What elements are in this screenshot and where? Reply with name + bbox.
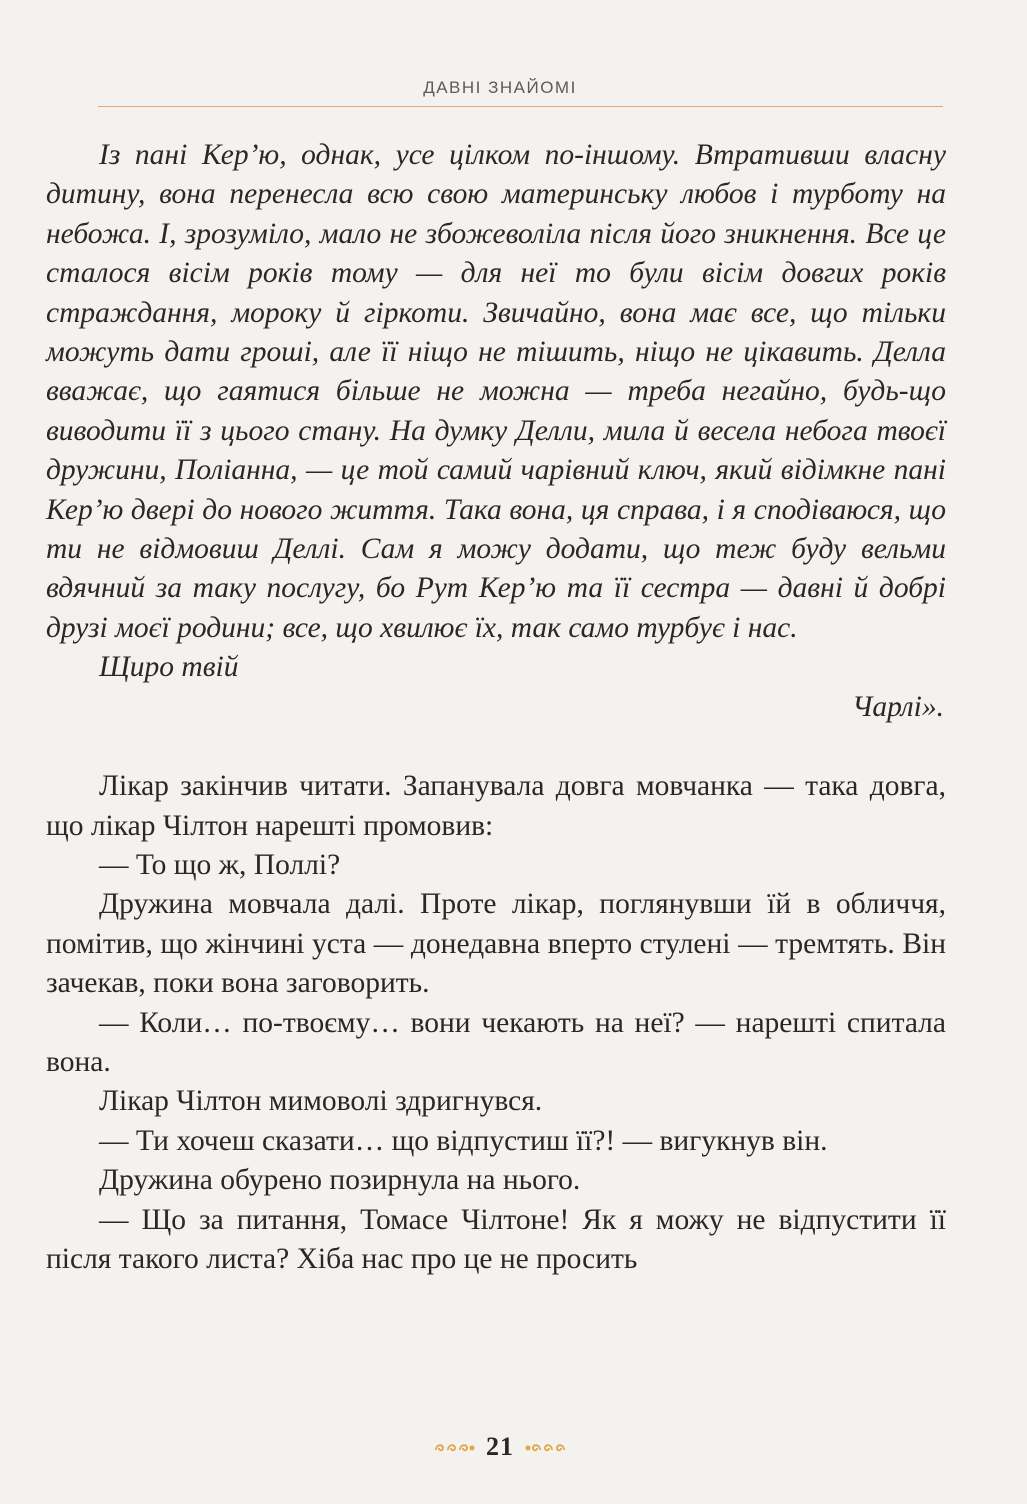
letter-closing: Щиро твій	[99, 651, 239, 684]
left-ornament-icon	[434, 1440, 476, 1454]
page-footer	[0, 1432, 1000, 1462]
letter-paragraph: Із пані Кер’ю, однак, усе цілком по-іншому. Втративши власну дитину, вона перенесла всю свою материнську любов і турботу на небожа. І, зрозуміло, мало не збожеволіла після його зникнення. Все це сталося вісім років тому — для неї то були вісім довгих років страждання, мороку й гіркоти. Звичайно, вона має все, що тільки можуть дати гроші, але її ніщо не тішить, ніщо не цікавить. Делла вважає, що гаятися більше не можна — треба негайно, будь-що виводити її з цього стану. На думку Делли, мила й весела небога твоєї дружини, Поліанна, — це той самий чарівний ключ, який відімкне пані Кер’ю двері до нового життя. Така вона, ця справа, і я сподіваюся, що ти не відмовиш Деллі. Сам я можу додати, що теж буду вельми вдячний за таку послугу, бо Рут Кер’ю та її сестра — давні й добрі друзі моєї родини; все, що хвилює їх, так само турбує і нас.	[46, 139, 946, 644]
section-gap	[46, 727, 946, 767]
header-rule	[98, 106, 943, 107]
dialogue-line: — Ти хочеш сказати… що відпустиш її?! — вигукнув він.	[99, 1124, 828, 1157]
narrative-paragraph: Лікар закінчив читати. Запанувала довга мовчанка — така довга, що лікар Чілтон нарешті промовив:	[46, 770, 946, 842]
dialogue-line: — Що за питання, Томасе Чілтоне! Як я можу не відпустити її після такого листа? Хіба нас про це не просить	[46, 1203, 946, 1275]
text-block	[46, 136, 946, 1279]
dialogue-line: — То що ж, Поллі?	[99, 848, 341, 881]
dialogue-line: — Коли… по-твоєму… вони чекають на неї? — нарешті спитала вона.	[46, 1006, 946, 1078]
letter-excerpt	[46, 136, 946, 727]
letter-signature: Чарлі».	[852, 690, 944, 723]
narrative-paragraph: Дружина обурено позирнула на нього.	[99, 1164, 581, 1197]
narrative-paragraph: Лікар Чілтон мимоволі здригнувся.	[99, 1085, 543, 1118]
narrative-paragraph: Дружина мовчала далі. Проте лікар, поглянувши їй в обличчя, помітив, що жінчині уста — донедавна вперто стулені — тремтять. Він зачекав, поки вона заговорить.	[46, 888, 946, 1000]
right-ornament-icon	[524, 1440, 566, 1454]
narrative	[46, 767, 946, 1279]
page-number: 21	[486, 1432, 514, 1461]
running-title: ДАВНІ ЗНАЙОМІ	[423, 78, 577, 97]
